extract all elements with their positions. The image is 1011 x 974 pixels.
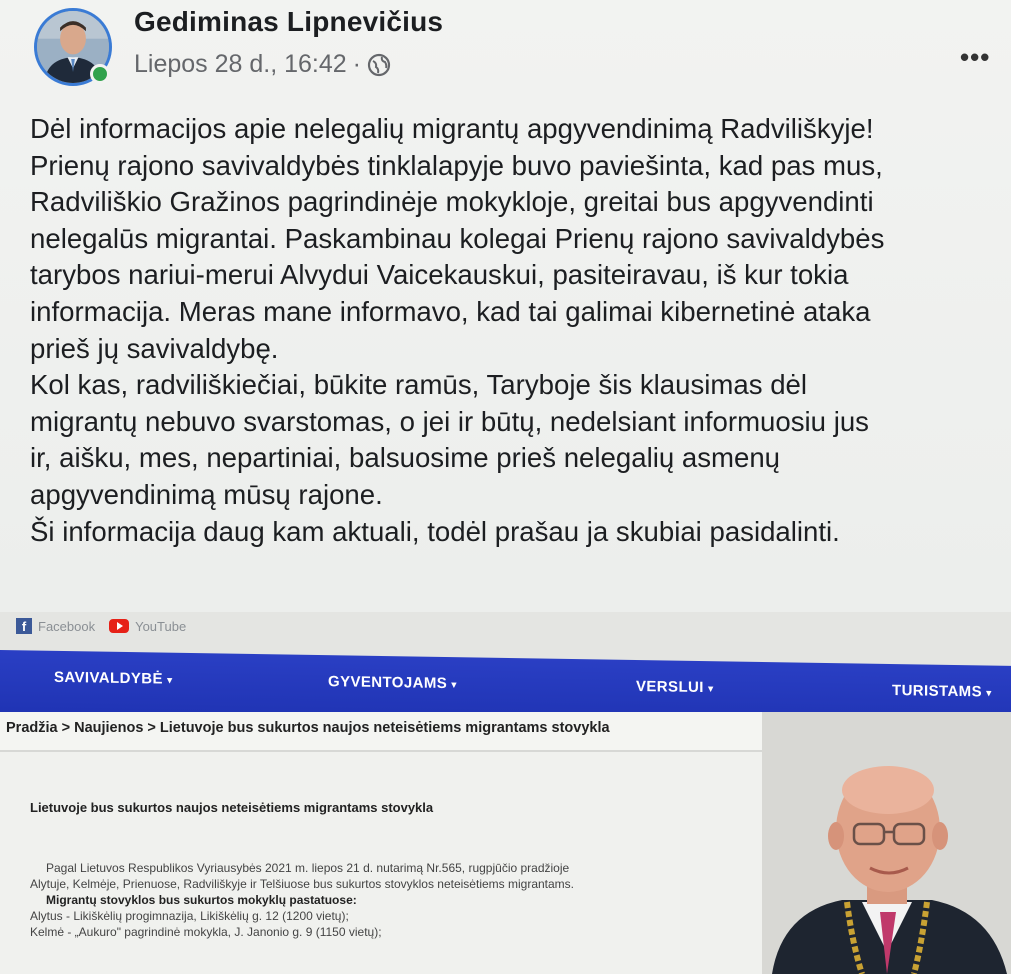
post-line: Prienų rajono savivaldybės tinklalapyje buvo paviešinta, kad pas mus, (30, 149, 883, 181)
embedded-website-screenshot (0, 612, 1011, 974)
post-line: nelegalūs migrantai. Paskambinau kolegai Prienų rajono savivaldybės (30, 222, 885, 254)
nav-label: GYVENTOJAMS (328, 673, 448, 693)
globe-icon[interactable] (367, 53, 391, 77)
caret-down-icon: ▾ (451, 679, 458, 692)
nav-item-verslui[interactable] (636, 678, 714, 696)
nav-item-savivaldybe[interactable] (54, 669, 173, 688)
article-line: Pagal Lietuvos Respublikos Vyriausybės 2021 m. liepos 21 d. nutarimą Nr.565, rugpjūčio pradžioje (46, 861, 570, 875)
caret-down-icon: ▾ (166, 674, 173, 687)
post-line: ir, aišku, mes, nepartiniai, balsuosime prieš nelegalių asmenų (30, 442, 781, 474)
post-line: tarybos nariui-merui Alvydui Vaicekauskui, pasiteiravau, iš kur tokia (30, 259, 849, 291)
caret-down-icon: ▾ (707, 683, 714, 696)
facebook-label: Facebook (38, 618, 96, 634)
post-line: Radviliškio Gražinos pagrindinėje mokykloje, greitai bus apgyvendinti (30, 186, 874, 218)
article-title: Lietuvoje bus sukurtos naujos neteisėtiems migrantams stovykla (30, 800, 434, 815)
nav-label: TURISTAMS (892, 682, 982, 701)
more-options-icon[interactable]: ••• (960, 42, 991, 72)
post-text (30, 111, 1005, 550)
youtube-label: YouTube (135, 618, 187, 634)
youtube-icon (109, 619, 129, 633)
article-line: Kelmė - „Aukuro" pagrindinė mokykla, J. Janonio g. 9 (1150 vietų); (30, 925, 382, 939)
online-status-dot (90, 64, 110, 84)
post-line: informacija. Meras mane informavo, kad tai galimai kibernetinė ataka (30, 295, 871, 327)
post-line: Ši informacija daug kam aktuali, todėl prašau ja skubiai pasidalinti. (30, 515, 840, 547)
post-line: Dėl informacijos apie nelegalių migrantų apgyvendinimą Radviliškyje! (30, 113, 874, 144)
caret-down-icon: ▾ (985, 687, 992, 700)
nav-label: SAVIVALDYBĖ (54, 668, 163, 688)
post-line: prieš jų savivaldybę. (30, 332, 279, 364)
article-text (30, 860, 750, 940)
post-line: Kol kas, radviliškiečiai, būkite ramūs, Taryboje šis klausimas dėl (30, 369, 808, 401)
post-timestamp[interactable]: Liepos 28 d., 16:42 (134, 50, 347, 78)
social-links (16, 618, 186, 634)
mayor-photo (762, 712, 1011, 974)
nav-item-turistams[interactable] (892, 682, 992, 701)
post-meta (134, 50, 391, 79)
article-line: Alytuje, Kelmėje, Prienuose, Radviliškyje ir Telšiuose bus sukurtos stovyklos neteisėtiems migrantams. (30, 877, 575, 891)
mayor-photo-panel (762, 712, 1011, 974)
nav-label: VERSLUI (636, 677, 704, 697)
nav-item-gyventojams[interactable] (328, 673, 457, 692)
article-subheading: Migrantų stovyklos bus sukurtos mokyklų pastatuose: (46, 893, 357, 907)
youtube-link[interactable] (109, 619, 186, 634)
article-panel (0, 712, 762, 974)
post-line: migrantų nebuvo svarstomas, o jei ir būtų, nedelsiant informuosiu jus (30, 405, 869, 437)
facebook-link[interactable] (16, 618, 95, 634)
facebook-icon: f (16, 618, 32, 634)
breadcrumb[interactable]: Pradžia > Naujienos > Lietuvoje bus sukurtos naujos neteisėtiems migrantams stovykla (6, 720, 610, 736)
author-name[interactable]: Gediminas Lipnevičius (134, 6, 444, 37)
article-line: Alytus - Likiškėlių progimnazija, Likiškėlių g. 12 (1200 vietų); (30, 909, 349, 923)
post-line: apgyvendinimą mūsų rajone. (30, 478, 383, 510)
meta-separator: · (352, 50, 361, 78)
